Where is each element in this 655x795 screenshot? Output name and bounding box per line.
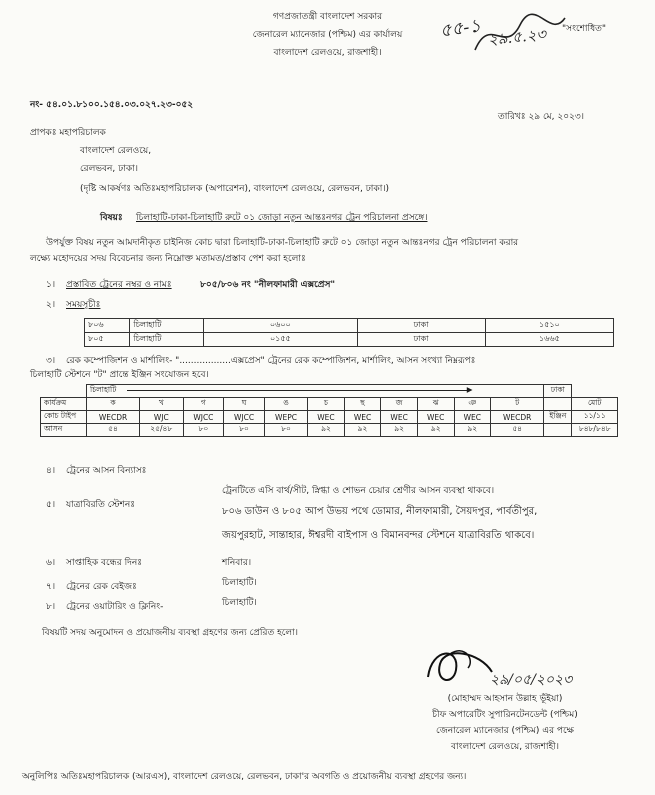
signature-image [420,642,500,692]
recipient-line-3: রেলভবন, ঢাকা। [80,164,138,174]
copy-line: অনুলিপিঃ অতিঃমহাপরিচালক (আরএস), বাংলাদেশ রেলওয়ে, রেলভবন, ঢাকা'র অবগতি ও প্রয়োজনীয় ব্যবস্থা গ্রহণের জন্য। [22,772,467,782]
recipient-attention: (দৃষ্টি আকর্ষণঃ অতিঃমহাপরিচালক (অপারেশন), বাংলাদেশ রেলওয়ে, রেলভবন, ঢাকা।) [80,184,390,194]
right-station: ঢাকা [544,385,572,398]
item-7-label: ট্রেনের রেক বেইজঃ [66,582,137,592]
coach-position: ঘ [224,398,265,411]
from-station: চিলাহাটি [130,319,204,333]
body-line-2: লক্ষ্যে মহোদয়ের সদয় বিবেচনার জন্য নিম্নোক্ত মতামত/প্রস্তাব পেশ করা হলোঃ [30,254,306,264]
item-4-label: ট্রেনের আসন বিন্যাসঃ [66,466,147,476]
left-station-label: চিলাহাটি [89,385,117,394]
composition-letter-row [41,398,618,411]
row-label: কার্যক্রম [41,398,87,411]
departure-time: ০৬০০ [204,319,357,333]
arrival-time: ১৫১০ [485,319,613,333]
item-7-number: ৭। [46,582,56,592]
blank-cell [544,398,572,411]
coach-position: ঙ [264,398,307,411]
item-5-line-1: ৮০৬ ডাউন ও ৮০৫ আপ উভয় পথে ডোমার, নীলফামারী, সৈয়দপুর, পার্বতীপুর, [222,506,538,517]
item-5-label: যাত্রাবিরতি স্টেশনঃ [66,500,136,510]
item-2-number: ২। [46,300,56,310]
coach-position: গ [183,398,224,411]
total-seats: ৮৪৮/৮৪৮ [572,424,618,437]
subject-text: চিলাহাটি-ঢাকা-চিলাহাটি রুটে ০১ জোড়া নতুন আন্তঃনগর ট্রেন পরিচালনা প্রসঙ্গে। [136,213,428,223]
revised-stamp: "সংশোধিত" [562,24,607,34]
coach-seats: ৯২ [417,424,454,437]
item-3-line-1: রেক কম্পোজিশন ও মার্শালিং- "..................এক্সপ্রেস" ট্রেনের রেক কম্পোজিশন, মার্শালিং, আসন সংখ্যা নিম্নরূপঃ [66,356,476,366]
coach-position: ক [86,398,139,411]
item-2-label: সময়সূচীঃ [66,300,101,310]
coach-type: WECDR [491,411,544,424]
header-line-3: বাংলাদেশ রেলওয়ে, রাজশাহী। [273,48,382,58]
item-8-number: ৮। [46,602,56,612]
composition-direction-row [41,385,618,398]
handwritten-note: ৫৫-১ [438,15,483,42]
item-1-number: ১। [46,280,56,290]
coach-seats: ৯২ [308,424,345,437]
recipient-line-2: বাংলাদেশ রেলওয়ে, [80,146,152,156]
coach-position: ঞ [454,398,491,411]
coach-type: WEC [308,411,345,424]
coach-type: WECDR [86,411,139,424]
signatory-name: (মোহাম্মদ আহসান উল্লাহ ভূঁইয়া) [447,694,563,704]
header-line-2: জেনারেল ম্যানেজার (পশ্চিম) এর কার্যালয় [252,30,403,40]
schedule-table [84,318,614,347]
item-1-label: প্রস্তাবিত ট্রেনের নম্বর ও নামঃ [66,280,172,290]
total-coaches: ১১/১১ [572,411,618,424]
coach-seats: ৫৪ [491,424,544,437]
coach-position: জ [381,398,418,411]
coach-seats: ৯২ [344,424,381,437]
closing-text: বিষয়টি সদয় অনুমোদন ও প্রয়োজনীয় ব্যবস্থা গ্রহণের জন্য প্রেরিত হলো। [42,628,298,638]
coach-seats: ২৫/৪৮ [140,424,184,437]
coach-type: WJCC [183,411,224,424]
signatory-title-2: জেনারেল ম্যানেজার (পশ্চিম) এর পক্ষে [436,726,574,736]
row-label: আসন [41,424,87,437]
handwritten-date: ২৯.৫.২৩ [487,25,547,50]
item-3-line-2: চিলাহাটি স্টেশনে "ট" প্রান্তে ইঞ্জিন সংযোজন হবে। [30,370,209,380]
signatory-title-1: চীফ অপারেটিং সুপারিনটেনডেন্ট (পশ্চিম) [432,710,578,720]
left-station [86,385,543,398]
coach-seats: ৯২ [454,424,491,437]
item-1-value: ৮০৫/৮০৬ নং "নীলফামারী এক্সপ্রেস" [200,280,336,290]
header-line-1: গণপ্রজাতন্ত্রী বাংলাদেশ সরকার [272,12,383,22]
item-8-label: ট্রেনের ওয়াটারিং ও ক্লিনিং- [66,602,164,612]
coach-type: WEC [417,411,454,424]
coach-seats: ৯২ [381,424,418,437]
composition-seat-row [41,424,618,437]
direction-arrow [127,390,467,391]
coach-position: ছ [344,398,381,411]
train-number: ৮০৫ [85,333,130,347]
schedule-row [85,333,614,347]
signature-date: ২৯/০৫/২০২৩ [490,672,573,688]
item-5-number: ৫। [46,500,56,510]
coach-position: ঝ [417,398,454,411]
composition-type-row [41,411,618,424]
item-3-number: ৩। [46,356,56,366]
signature-scribble-top [470,10,570,60]
item-4-value: ট্রেনটিতে এসি বার্থ/সীট, স্নিগ্ধা ও শোভন চেয়ার শ্রেণীর আসন ব্যবস্থা থাকবে। [222,486,495,496]
coach-seats: ৮০ [183,424,224,437]
item-6-number: ৬। [46,558,56,568]
coach-type: WEC [344,411,381,424]
coach-type: WEPC [264,411,307,424]
item-4-number: ৪। [46,466,56,476]
coach-type: WEC [381,411,418,424]
arrow-head-icon: ▶ [466,385,473,394]
memo-date: তারিখঃ ২৯ মে, ২০২৩। [498,112,585,122]
subject-label: বিষয়ঃ [100,213,123,223]
memo-number: নং- ৫৪.০১.৮১০০.১৫৪.০৩.০২৭.২৩-০৫২ [30,100,194,110]
blank-cell [544,424,572,437]
train-number: ৮০৬ [85,319,130,333]
total-label: মোট [572,398,618,411]
coach-position: খ [140,398,184,411]
to-station: ঢাকা [357,333,485,347]
coach-type: WJC [140,411,184,424]
schedule-row [85,319,614,333]
coach-position: চ [308,398,345,411]
engine-label: ইঞ্জিন [544,411,572,424]
coach-position: ট [491,398,544,411]
coach-seats: ৮০ [264,424,307,437]
coach-type: WJCC [224,411,265,424]
signatory-title-3: বাংলাদেশ রেলওয়ে, রাজশাহী। [451,742,559,752]
to-station: ঢাকা [357,319,485,333]
item-6-label: সাপ্তাহিক বন্ধের দিনঃ [66,558,143,568]
from-station: চিলাহাটি [130,333,204,347]
item-7-value: চিলাহাটি। [222,578,257,588]
arrival-time: ১৬৬৫ [485,333,613,347]
departure-time: ০১৫৫ [204,333,357,347]
body-line-1: উপর্যুক্ত বিষয় নতুন আমদানীকৃত চাইনিজ কোচ দ্বারা চিলাহাটি-ঢাকা-চিলাহাটি রুটে ০১ জোড়া নতুন আন্তঃনগর ট্রেন পরিচালনা করার [46,238,519,248]
coach-seats: ৫৪ [86,424,139,437]
recipient-line-1: প্রাপকঃ মহাপরিচালক [30,128,106,138]
composition-table [40,384,618,437]
item-5-line-2: জয়পুরহাট, সান্তাহার, ঈশ্বরদী বাইপাস ও বিমানবন্দর স্টেশনে যাত্রাবিরতি থাকবে। [222,530,535,541]
coach-seats: ৮০ [224,424,265,437]
item-8-value: চিলাহাটি। [222,598,257,608]
item-6-value: শনিবার। [222,558,252,568]
coach-type: WEC [454,411,491,424]
row-label: কোচ টাইপ [41,411,87,424]
